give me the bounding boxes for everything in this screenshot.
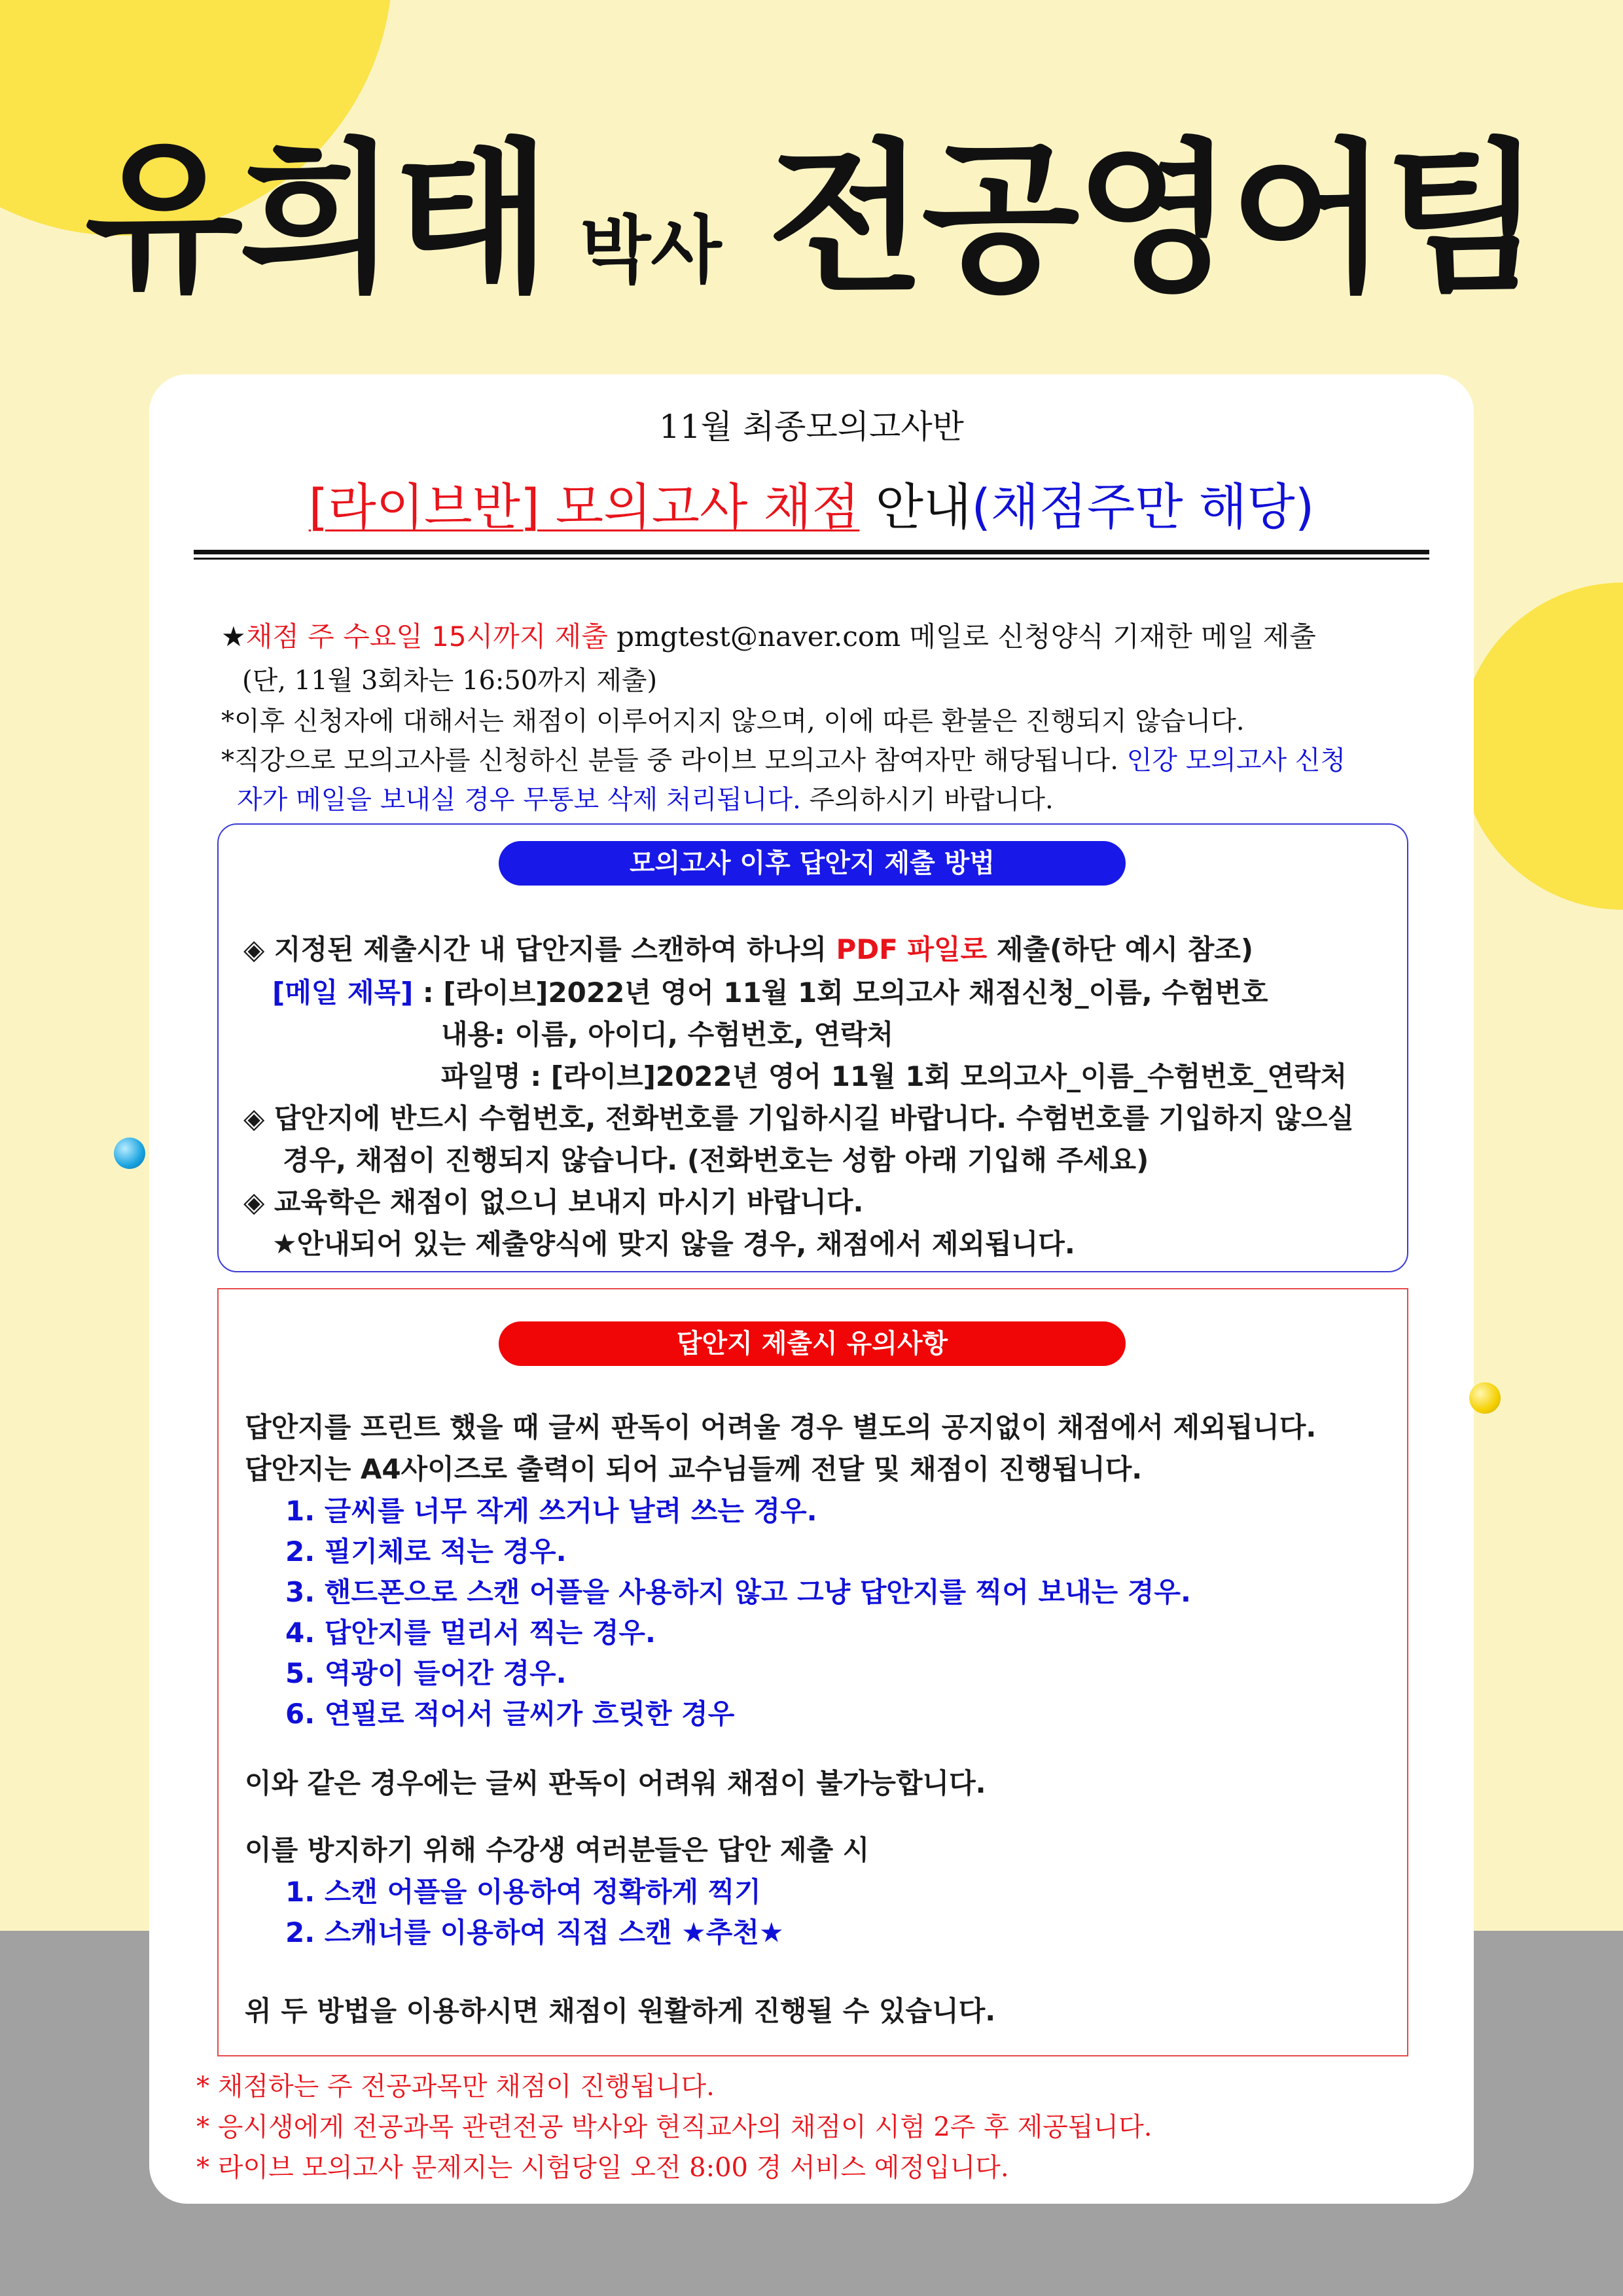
header-team: 전공영어팀 [767, 124, 1539, 314]
caution-item: 2. 필기체로 적는 경우. [285, 1535, 567, 1568]
caution-para-5: 위 두 방법을 이용하시면 채점이 원활하게 진행될 수 있습니다. [245, 1995, 996, 2027]
notice-delete-blue: 자가 메일을 보내실 경우 무통보 삭제 처리됩니다. [237, 785, 801, 815]
title-red: [라이브반] 모의고사 채점 [308, 478, 860, 536]
page-title [0, 467, 1623, 539]
method-mail-subject [272, 971, 1268, 1011]
caution-para-2: 답안지는 A4사이즈로 출력이 되어 교수님들께 전달 및 채점이 진행됩니다. [245, 1453, 1143, 1485]
method-line-8: ★안내되어 있는 제출양식에 맞지 않을 경우, 채점에서 제외됩니다. [272, 1228, 1075, 1260]
mail-subject-value: : [라이브]2022년 영어 11월 1회 모의고사 채점신청_이름, 수험번호 [413, 977, 1268, 1009]
decorative-dot-blue [114, 1138, 145, 1169]
notice-exception: (단, 11월 3회차는 16:50까지 제출) [242, 666, 658, 696]
caution-item: 5. 역광이 들어간 경우. [285, 1657, 567, 1689]
notice-eligibility-blue: 인강 모의고사 신청 [1126, 745, 1346, 776]
notice-late: *이후 신청자에 대해서는 채점이 이루어지지 않으며, 이에 따른 환불은 진행되지 않습니다. [221, 706, 1245, 736]
title-black: 안내 [859, 478, 972, 536]
notice-eligibility-text: *직강으로 모의고사를 신청하신 분들 중 라이브 모의고사 참여자만 해당됩니다. [221, 745, 1127, 776]
footnote: * 라이브 모의고사 문제지는 시험당일 오전 8:00 경 서비스 예정입니다. [196, 2153, 1009, 2183]
notice-delete [237, 779, 1467, 816]
notice-deadline-red: 채점 주 수요일 15시까지 제출 [245, 620, 608, 653]
header-name: 유희태 [84, 124, 548, 314]
method-mail-content: 내용: 이름, 아이디, 수험번호, 연락처 [441, 1018, 894, 1050]
footnote: * 응시생에게 전공과목 관련전공 박사와 현직교사의 채점이 시험 2주 후 제공됩니다. [196, 2112, 1152, 2142]
caution-para-1: 답안지를 프린트 했을 때 글씨 판독이 어려울 경우 별도의 공지없이 채점에서 제외됩니다. [245, 1411, 1317, 1443]
mail-subject-label: [메일 제목] [272, 977, 414, 1009]
notice-delete-rest: 주의하시기 바랍니다. [800, 785, 1054, 815]
title-blue: (채점주만 해당) [971, 478, 1315, 536]
caution-para-4: 이를 방지하기 위해 수강생 여러분들은 답안 제출 시 [245, 1834, 870, 1866]
caution-tip: 1. 스캔 어플을 이용하여 정확하게 찍기 [285, 1876, 761, 1908]
caution-item: 6. 연필로 적어서 글씨가 흐릿한 경우 [285, 1698, 735, 1730]
page-header [0, 124, 1623, 314]
divider-thin [194, 558, 1429, 560]
method-line-1-pdf: PDF 파일로 [836, 933, 988, 965]
caution-heading: 답안지 제출시 유의사항 [499, 1321, 1126, 1366]
method-line-5: ◈ 답안지에 반드시 수험번호, 전화번호를 기입하시길 바랍니다. 수험번호를 기입하지 않으실 [243, 1102, 1354, 1134]
submission-method-heading: 모의고사 이후 답안지 제출 방법 [499, 841, 1126, 886]
method-line-1-tail: 제출(하단 예시 참조) [987, 933, 1254, 965]
divider-thick [194, 550, 1429, 554]
notice-deadline-rest: pmgtest@naver.com 메일로 신청양식 기재한 메일 제출 [607, 620, 1316, 653]
subtitle: 11월 최종모의고사반 [659, 408, 964, 446]
method-line-1 [243, 928, 1253, 967]
caution-para-3: 이와 같은 경우에는 글씨 판독이 어려워 채점이 불가능합니다. [245, 1767, 986, 1799]
caution-tip: 2. 스캐너를 이용하여 직접 스캔 ★추천★ [285, 1916, 784, 1948]
caution-item: 1. 글씨를 너무 작게 쓰거나 날려 쓰는 경우. [285, 1495, 817, 1527]
decorative-dot-yellow [1469, 1382, 1501, 1414]
notice-deadline [221, 615, 1452, 655]
header-title-small: 박사 [580, 208, 722, 293]
notice-eligibility [221, 740, 1452, 777]
star-icon: ★ [221, 620, 246, 653]
decorative-circle-right [1459, 583, 1623, 910]
method-line-7: ◈ 교육학은 채점이 없으니 보내지 마시기 바랍니다. [243, 1186, 864, 1218]
footnote: * 채점하는 주 전공과목만 채점이 진행됩니다. [196, 2072, 715, 2102]
caution-item: 4. 답안지를 멀리서 찍는 경우. [285, 1617, 656, 1649]
method-file-name: 파일명 : [라이브]2022년 영어 11월 1회 모의고사_이름_수험번호_연락처 [441, 1060, 1347, 1092]
method-line-1-text: ◈ 지정된 제출시간 내 답안지를 스캔하여 하나의 [243, 933, 836, 965]
caution-item: 3. 핸드폰으로 스캔 어플을 사용하지 않고 그냥 답안지를 찍어 보내는 경우. [285, 1576, 1191, 1608]
method-line-6: 경우, 채점이 진행되지 않습니다. (전화번호는 성함 아래 기입해 주세요) [283, 1144, 1149, 1176]
